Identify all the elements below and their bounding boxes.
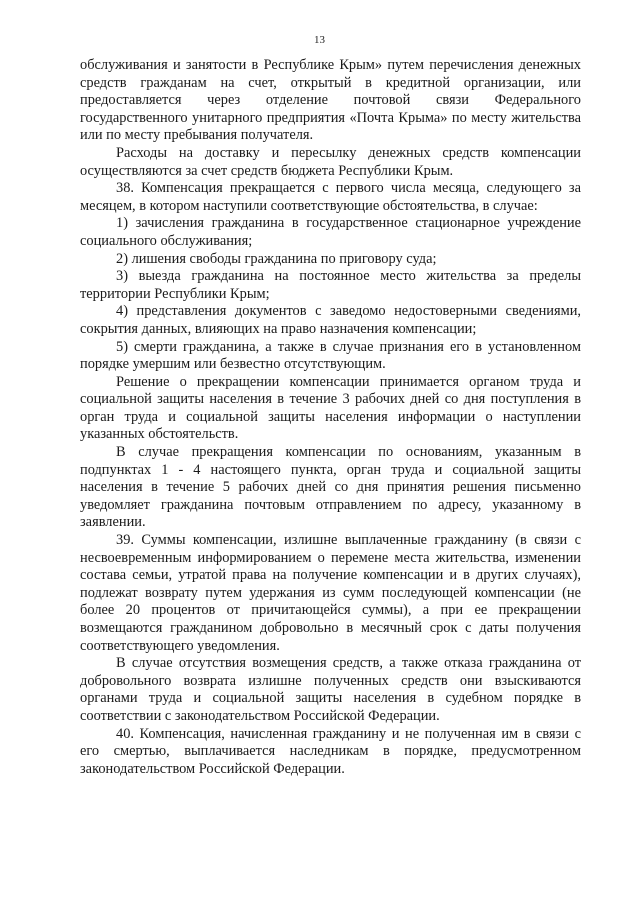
list-item: 2) лишения свободы гражданина по приговору суда; (116, 250, 437, 267)
paragraph: обслуживания и занятости в Республике Крым» путем перечисления денежных средств гражданам на счет, открытый в кредитной организации, или предоставляется через отделение почтовой связи Федерального государственного унитарного предприятия «Почта Крыма» по месту жительства или по месту пребывания получателя. (80, 57, 581, 144)
paragraph: 38. Компенсация прекращается с первого числа месяца, следующего за месяцем, в котором наступили соответствующие обстоятельства, в случае: (80, 180, 581, 214)
paragraph: Решение о прекращении компенсации принимается органом труда и социальной защиты населения в течение 3 рабочих дней со дня поступления в орган труда и социальной защиты населения информации о наступлении указанных обстоятельств. (80, 373, 581, 443)
page-number: 13 (314, 34, 325, 46)
list-item: 1) зачисления гражданина в государственное стационарное учреждение социального обслуживания; (80, 215, 581, 249)
list-item: 3) выезда гражданина на постоянное место жительства за пределы территории Республики Крым; (80, 268, 581, 302)
document-body (80, 57, 581, 778)
paragraph: В случае прекращения компенсации по основаниям, указанным в подпунктах 1 - 4 настоящего пункта, орган труда и социальной защиты населения в течение 5 рабочих дней со дня принятия решения письменно уведомляет гражданина почтовым отправлением по адресу, указанному в заявлении. (80, 444, 581, 531)
paragraph: В случае отсутствия возмещения средств, а также отказа гражданина от добровольного возврата излишне полученных средств они взыскиваются органами труда и социальной защиты населения в судебном порядке в соответствии с законодательством Российской Федерации. (80, 655, 581, 724)
paragraph: Расходы на доставку и пересылку денежных средств компенсации осуществляются за счет средств бюджета Республики Крым. (80, 144, 581, 179)
list-item: 4) представления документов с заведомо недостоверными сведениями, сокрытия данных, влияющих на право назначения компенсации; (80, 303, 581, 337)
paragraph: 40. Компенсация, начисленная гражданину и не полученная им в связи с его смертью, выплачивается наследникам в порядке, предусмотренном законодательством Российской Федерации. (80, 725, 581, 777)
paragraph: 39. Суммы компенсации, излишне выплаченные гражданину (в связи с несвоевременным информированием о перемене места жительства, изменении состава семьи, утратой права на получение компенсации и в других случаях), подлежат возврату путем удержания из сумм последующей компенсации (не более 20 процентов от причитающейся суммы), а при ее прекращении возмещаются гражданином добровольно в месячный срок с даты получения соответствующего уведомления. (80, 532, 581, 654)
list-item: 5) смерти гражданина, а также в случае признания его в установленном порядке умершим или безвестно отсутствующим. (80, 338, 581, 373)
